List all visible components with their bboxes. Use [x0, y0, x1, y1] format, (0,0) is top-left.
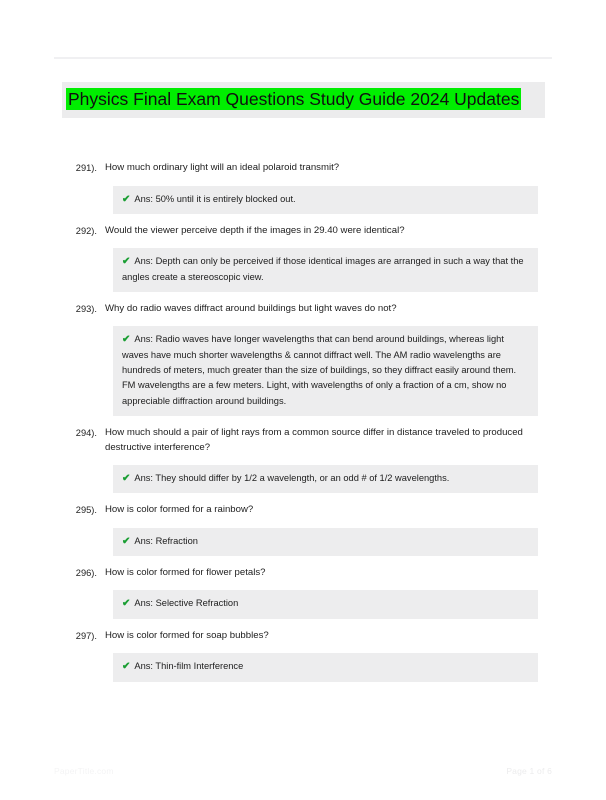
answer-text: Ans: They should differ by 1/2 a wavelength, or an odd # of 1/2 wavelengths. [134, 472, 450, 483]
answer-text: Ans: 50% until it is entirely blocked out. [134, 193, 296, 204]
answer-box [113, 465, 538, 493]
footer-page-number: Page 1 of 6 [506, 766, 552, 776]
answer-text: Ans: Refraction [134, 535, 198, 546]
answer-box [113, 653, 538, 681]
page-footer [54, 766, 552, 776]
question-item [0, 628, 606, 682]
question-item [0, 565, 606, 619]
answer-text: Ans: Depth can only be perceived if those identical images are arranged in such a way that the angles create a stereoscopic view. [122, 256, 524, 282]
answer-line [122, 534, 528, 549]
question-text: Would the viewer perceive depth if the images in 29.40 were identical? [105, 224, 405, 236]
question-item [0, 223, 606, 292]
check-icon: ✔ [122, 598, 131, 610]
question-number: 296). [75, 567, 97, 578]
question-list [0, 160, 606, 691]
page-title-text: Physics Final Exam Questions Study Guide 2024 Updates [68, 89, 520, 109]
question-text: How is color formed for flower petals? [105, 566, 266, 578]
footer-brand-watermark: PaperTitle.com [54, 766, 114, 776]
question-number: 293). [75, 303, 97, 314]
question-text: How much ordinary light will an ideal polaroid transmit? [105, 162, 340, 173]
answer-box [113, 590, 538, 618]
question-item [0, 502, 606, 556]
answer-line [122, 192, 528, 207]
answer-line [122, 659, 528, 674]
question-row [0, 425, 606, 456]
question-number: 297). [75, 630, 97, 641]
answer-line [122, 471, 528, 486]
question-number: 294). [75, 427, 97, 438]
question-number: 291). [75, 163, 97, 173]
check-icon: ✔ [122, 193, 131, 205]
check-icon: ✔ [122, 472, 131, 484]
answer-box [113, 248, 538, 292]
question-row [0, 160, 606, 177]
check-icon: ✔ [122, 661, 131, 673]
question-text: How is color formed for soap bubbles? [105, 629, 269, 641]
question-number: 295). [75, 505, 97, 516]
question-row [0, 565, 606, 582]
check-icon: ✔ [122, 535, 131, 547]
answer-line [122, 596, 528, 611]
question-item [0, 160, 606, 214]
question-text: How much should a pair of light rays from a common source differ in distance traveled to produced destructive interference? [105, 426, 523, 454]
question-row [0, 301, 606, 318]
answer-box [113, 326, 538, 415]
answer-box [113, 528, 538, 556]
answer-box [113, 186, 538, 214]
question-item [0, 425, 606, 493]
answer-text: Ans: Thin-film Interference [134, 661, 244, 672]
answer-text: Ans: Selective Refraction [134, 598, 239, 609]
question-row [0, 223, 606, 240]
question-text: Why do radio waves diffract around buildings but light waves do not? [105, 302, 397, 314]
question-row [0, 502, 606, 519]
answer-line [122, 254, 528, 285]
question-text: How is color formed for a rainbow? [105, 504, 254, 516]
question-row [0, 628, 606, 645]
question-item [0, 301, 606, 416]
check-icon: ✔ [122, 256, 131, 268]
check-icon: ✔ [122, 334, 131, 346]
answer-text: Ans: Radio waves have longer wavelengths that can bend around buildings, whereas light waves have much shorter wavelengths & cannot diffract well. The AM radio wavelengths are hundreds of meters, much greater than the size of buildings, so they diffract easily around them. FM wavelengths are a few meters. Light, with wavelengths of only a fraction of a cm, show no appreciable diffraction around buildings. [122, 334, 517, 406]
page-title [62, 82, 545, 118]
answer-line [122, 332, 528, 408]
question-number: 292). [75, 225, 97, 236]
